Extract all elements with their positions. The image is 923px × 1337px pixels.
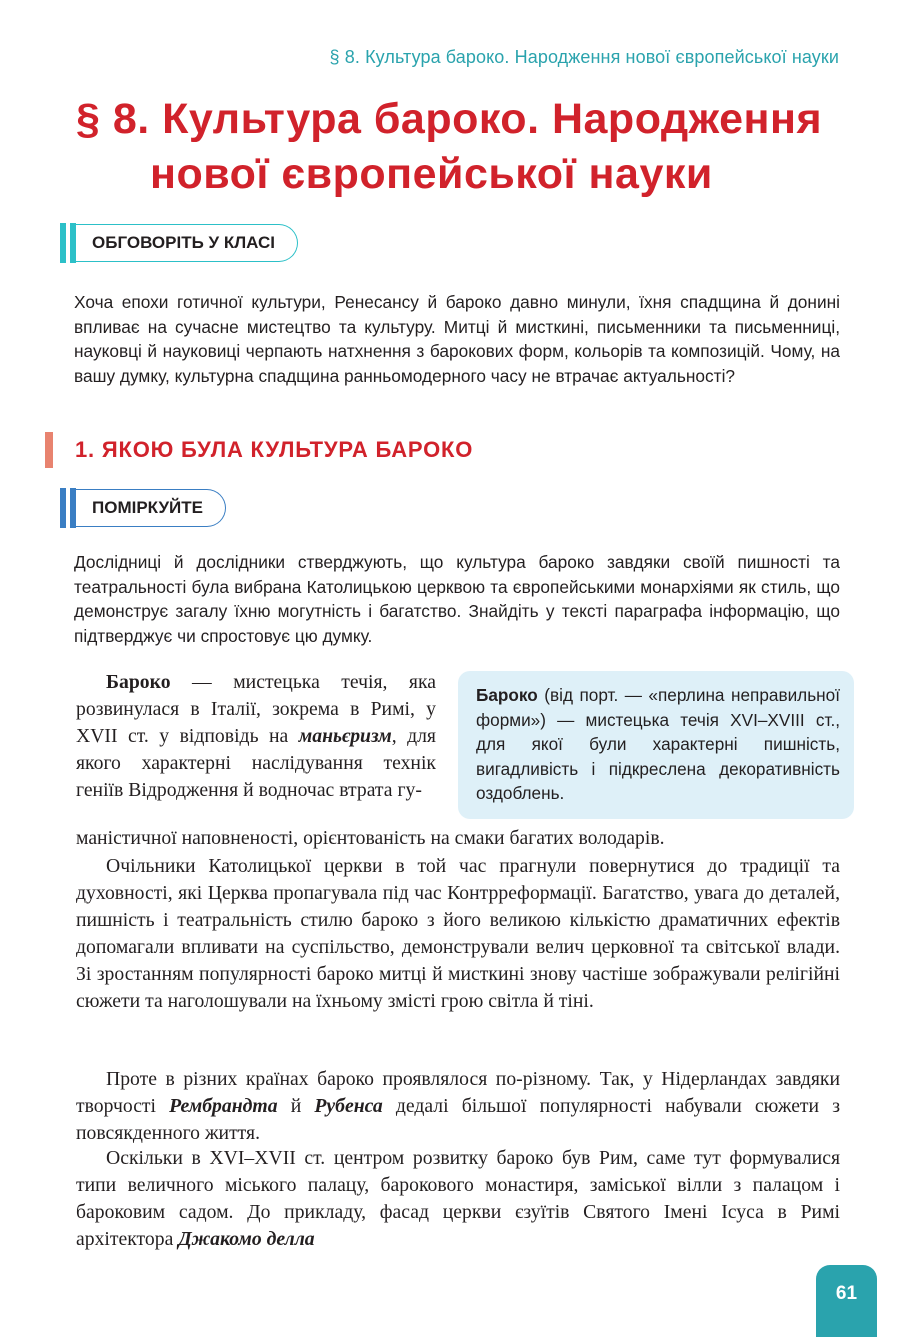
definition-term: Бароко bbox=[476, 685, 538, 705]
body-text: , для якого характерні наслідування технік геніїв Відродження й водночас втрата гу- bbox=[76, 725, 436, 801]
section-marker bbox=[45, 432, 53, 468]
body-text: й bbox=[277, 1095, 315, 1117]
body-paragraph-2: Очільники Католицької церкви в той час прагнули повернутися до традиції та духовності, які Церква пропагувала під час Контрреформації. Багатство, увага до деталей, пишність і театральність стилю бароко з його великою кількістю драматичних ефектів допомагали впливати на суспільство, демонстрували велич церковної та світської влади. Зі зростанням популярності бароко митці й мисткині знову частіше зображували релігійні сюжети та наголошували на їхньому змісті грою світла й тіні. bbox=[76, 855, 840, 1012]
body-paragraph-1-continuation: маністичної наповненості, орієнтованість на смаки багатих володарів. bbox=[76, 827, 665, 849]
page-title-line1: § 8. Культура бароко. Народження bbox=[76, 95, 823, 143]
body-term: Бароко bbox=[106, 671, 171, 693]
artist-name: Рубенса bbox=[314, 1095, 383, 1117]
body-paragraph-3 bbox=[76, 1066, 840, 1147]
running-header: § 8. Культура бароко. Народження нової європейської науки bbox=[329, 47, 839, 67]
discuss-badge-label: ОБГОВОРІТЬ У КЛАСІ bbox=[76, 224, 298, 262]
body-text: Оскільки в XVI–XVII ст. центром розвитку бароко був Рим, саме тут формувалися типи величного міського палацу, барокового монастиря, заміської вілли з палацом і бароковим садом. До прикладу, фасад церкви єзуїтів Святого Імені Ісуса в Римі архітектора bbox=[76, 1147, 840, 1250]
discuss-text: Хоча епохи готичної культури, Ренесансу й бароко давно минули, їхня спадщина й донині впливає на сучасне мистецтво та культуру. Митці й мисткині, письменники та письменниці, науковці й науковиці черпають натхнення з барокових форм, кольорів та композицій. Чому, на вашу думку, культурна спадщина ранньомодерного часу не втрачає актуальності? bbox=[74, 292, 840, 386]
page-number: 61 bbox=[816, 1265, 877, 1337]
artist-name: Рембрандта bbox=[169, 1095, 278, 1117]
body-text: — мистецька течія, яка розвинулася в Італії, зокрема в Римі, у XVII ст. у відповідь на bbox=[76, 671, 436, 747]
body-text: Проте в різних країнах бароко проявлялося по-різному. Так, у Нідерландах завдяки творчості bbox=[76, 1068, 840, 1117]
body-paragraph-4 bbox=[76, 1145, 840, 1253]
body-term-mannerism: маньєризм bbox=[298, 725, 392, 747]
page-title bbox=[76, 92, 876, 202]
discuss-badge bbox=[60, 223, 298, 263]
think-badge-label: ПОМІРКУЙТЕ bbox=[76, 489, 226, 527]
body-paragraph-1 bbox=[76, 669, 436, 804]
section-heading-text: 1. ЯКОЮ БУЛА КУЛЬТУРА БАРОКО bbox=[75, 437, 474, 462]
body-text: дедалі більшої популярності набували сюжети з повсякденного життя. bbox=[76, 1095, 840, 1144]
definition-text: (від порт. — «перлина неправильної форми») — мистецька течія XVI–XVIII ст., для якої були характерні пишність, вигадливість і підкреслена декоративність оздоблень. bbox=[476, 685, 840, 803]
page-title-line2: нової європейської науки bbox=[150, 150, 713, 198]
section-heading bbox=[45, 432, 473, 468]
architect-name: Джакомо делла bbox=[178, 1228, 315, 1250]
think-text: Дослідниці й дослідники стверджують, що культура бароко завдяки своїй пишності та театральності була вибрана Католицькою церквою та європейськими монархіями як стиль, що демонструє загалу їхню могутність і багатство. Знайдіть у тексті параграфа інформацію, що підтверджує чи спростовує цю думку. bbox=[74, 552, 840, 646]
definition-box bbox=[458, 671, 854, 819]
think-badge bbox=[60, 488, 226, 528]
